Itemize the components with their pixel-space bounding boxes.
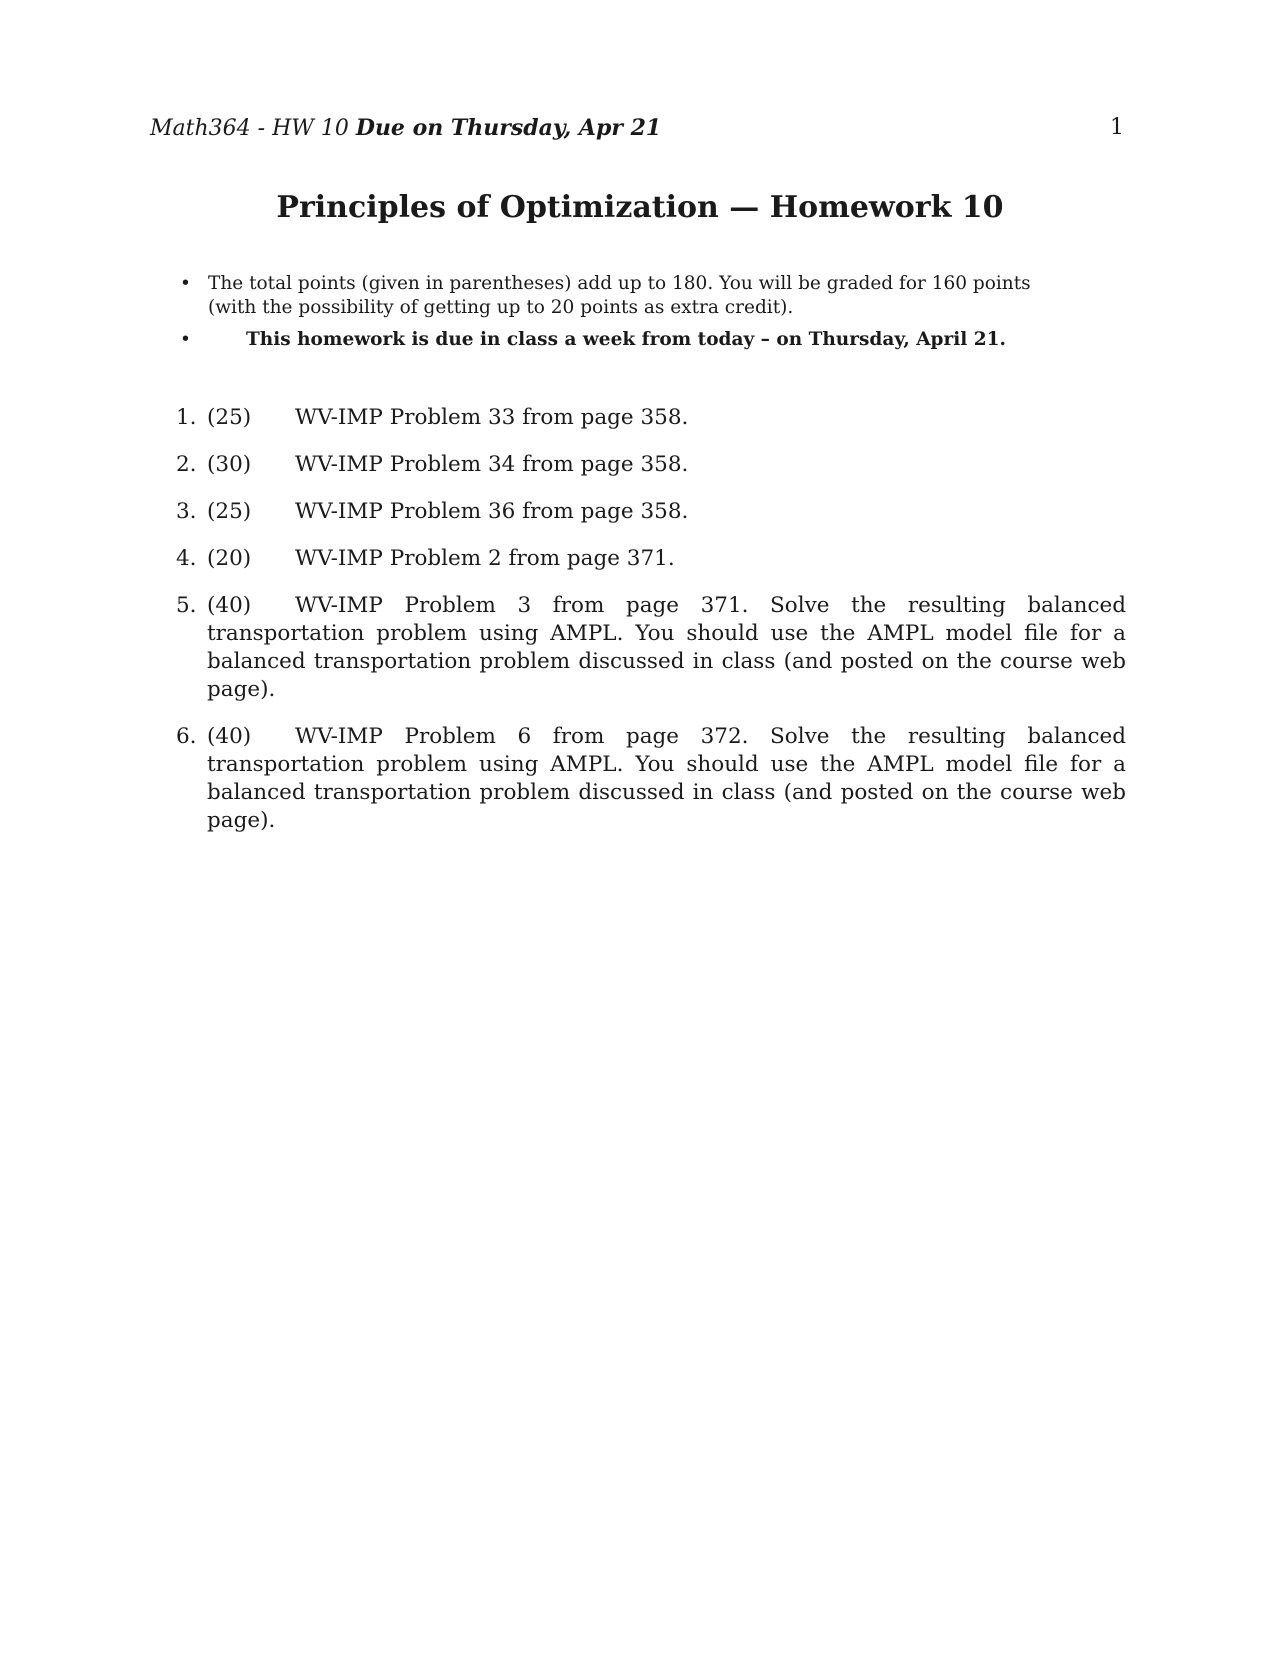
problem-text: WV-IMP Problem 33 from page 358. [295, 405, 689, 430]
problem-number: 2. [176, 452, 197, 477]
problem-list [176, 404, 1126, 854]
note-text: The total points (given in parentheses) add up to 180. You will be graded for 160 points (with the possibility of getting up to 20 points as extra credit). [208, 273, 1031, 318]
bullet-icon: • [180, 273, 191, 294]
problem-text: WV-IMP Problem 36 from page 358. [295, 499, 689, 524]
problem-number: 6. [176, 724, 197, 749]
problem-points: (30) [207, 452, 252, 477]
problem-item [176, 723, 1126, 835]
problem-points: (25) [207, 405, 252, 430]
header-course: Math364 - HW 10 [150, 116, 349, 141]
notes-list [180, 272, 1040, 352]
page-header [150, 114, 661, 143]
document-title: Principles of Optimization — Homework 10 [276, 190, 1004, 225]
problem-number: 4. [176, 546, 197, 571]
note-item [180, 328, 1040, 352]
header-due-date: Due on Thursday, Apr 21 [355, 115, 662, 141]
problem-item [176, 592, 1126, 704]
problem-points: (40) [207, 724, 252, 749]
page-number: 1 [1110, 115, 1124, 140]
problem-text: WV-IMP Problem 3 from page 371. Solve the resulting balanced transportation problem using AMPL. You should use the AMPL model file for a balanced transportation problem discussed in class (and posted on the course web page). [207, 593, 1126, 702]
problem-number: 1. [176, 405, 197, 430]
problem-text: WV-IMP Problem 34 from page 358. [295, 452, 689, 477]
problem-number: 5. [176, 593, 197, 618]
note-text-due: This homework is due in class a week from today – on Thursday, April 21. [246, 329, 1006, 350]
problem-text: WV-IMP Problem 6 from page 372. Solve the resulting balanced transportation problem using AMPL. You should use the AMPL model file for a balanced transportation problem discussed in class (and posted on the course web page). [207, 724, 1126, 833]
problem-text: WV-IMP Problem 2 from page 371. [295, 546, 675, 571]
problem-item [176, 404, 1126, 432]
problem-item [176, 451, 1126, 479]
problem-points: (25) [207, 499, 252, 524]
note-item [180, 272, 1040, 320]
problem-points: (20) [207, 546, 252, 571]
problem-item [176, 545, 1126, 573]
problem-item [176, 498, 1126, 526]
problem-points: (40) [207, 593, 252, 618]
bullet-icon: • [180, 329, 191, 350]
problem-number: 3. [176, 499, 197, 524]
